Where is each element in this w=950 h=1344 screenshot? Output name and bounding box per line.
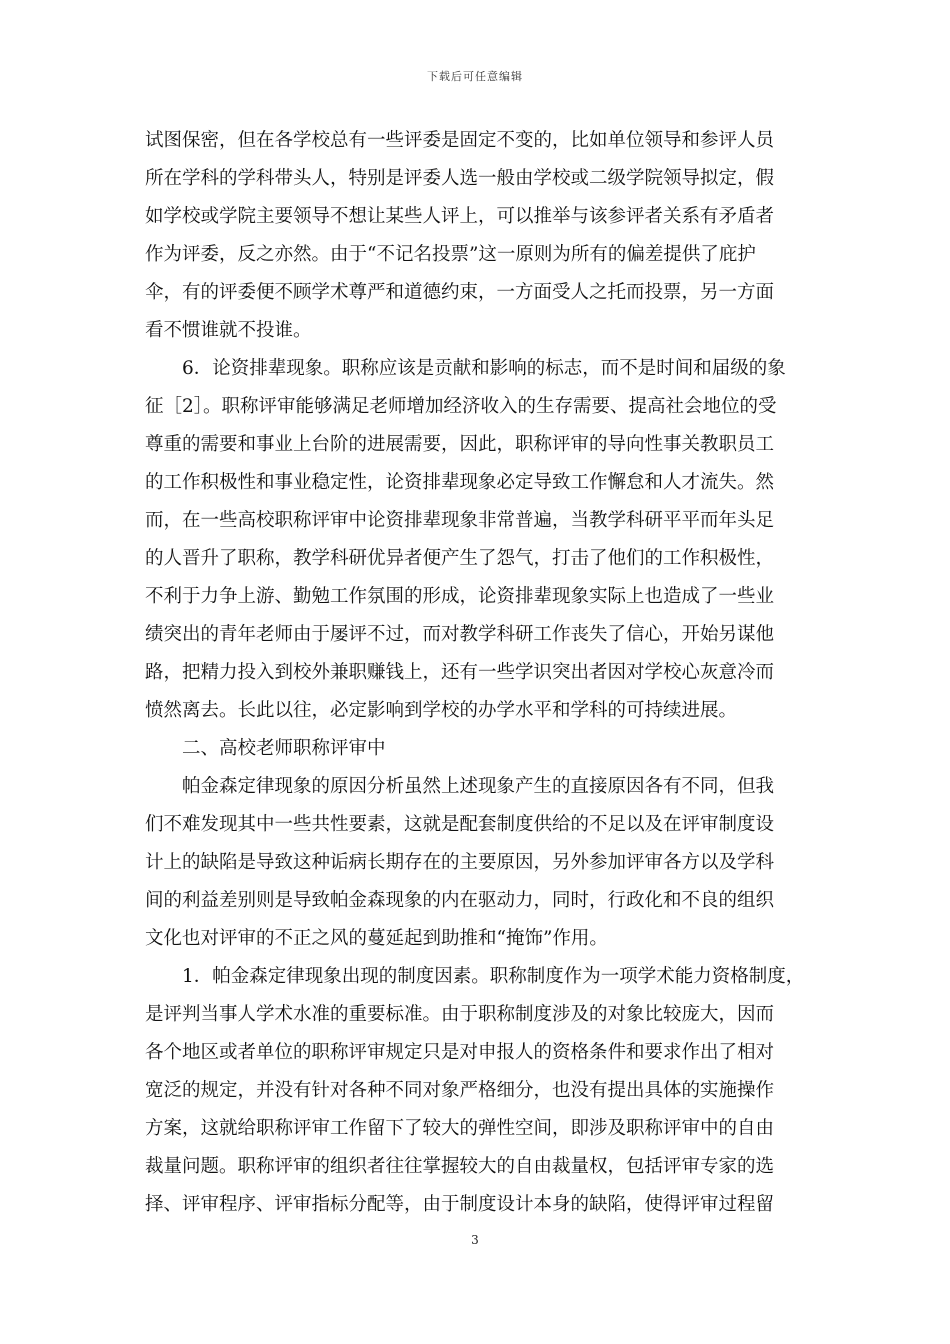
text-line: 愤然离去。长此以往，必定影响到学校的办学水平和学科的可持续进展。 xyxy=(145,700,738,721)
text-line: 而，在一些高校职称评审中论资排辈现象非常普遍，当教学科研平平而年头足 xyxy=(145,510,775,531)
text-line: 不利于力争上游、勤勉工作氛围的形成，论资排辈现象实际上也造成了一些业 xyxy=(145,586,775,607)
text-line: 各个地区或者单位的职称评审规定只是对申报人的资格条件和要求作出了相对 xyxy=(145,1042,775,1063)
text-line: 择、评审程序、评审指标分配等，由于制度设计本身的缺陷，使得评审过程留 xyxy=(145,1194,775,1215)
text-line: 裁量问题。职称评审的组织者往往掌握较大的自由裁量权，包括评审专家的选 xyxy=(145,1156,775,1177)
text-line: 看不惯谁就不投谁。 xyxy=(145,320,312,341)
text-line: 绩突出的青年老师由于屡评不过，而对教学科研工作丧失了信心，开始另谋他 xyxy=(145,624,775,645)
text-line: 们不难发现其中一些共性要素，这就是配套制度供给的不足以及在评审制度设 xyxy=(145,814,775,835)
document-body xyxy=(145,122,810,1224)
text-line: 作为评委，反之亦然。由于“不记名投票”这一原则为所有的偏差提供了庇护 xyxy=(145,244,756,265)
text-line: 计上的缺陷是导致这种诟病长期存在的主要原因，另外参加评审各方以及学科 xyxy=(145,852,775,873)
text-line: 文化也对评审的不正之风的蔓延起到助推和“掩饰”作用。 xyxy=(145,928,608,949)
text-line: 宽泛的规定，并没有针对各种不同对象严格细分，也没有提出具体的实施操作 xyxy=(145,1080,775,1101)
page-number: 3 xyxy=(471,1233,479,1247)
text-line: 二、高校老师职称评审中 xyxy=(182,738,386,759)
text-line: 尊重的需要和事业上台阶的进展需要，因此，职称评审的导向性事关教职员工 xyxy=(145,434,775,455)
text-line: 如学校或学院主要领导不想让某些人评上，可以推举与该参评者关系有矛盾者 xyxy=(145,206,775,227)
text-line: 1．帕金森定律现象出现的制度因素。职称制度作为一项学术能力资格制度， xyxy=(182,966,805,987)
text-line: 所在学科的学科带头人，特别是评委人选一般由学校或二级学院领导拟定，假 xyxy=(145,168,775,189)
text-line: 试图保密，但在各学校总有一些评委是固定不变的，比如单位领导和参评人员 xyxy=(145,130,775,151)
text-line: 帕金森定律现象的原因分析虽然上述现象产生的直接原因各有不同，但我 xyxy=(182,776,775,797)
text-line: 征［2］。职称评审能够满足老师增加经济收入的生存需要、提高社会地位的受 xyxy=(145,396,777,417)
text-line: 间的利益差别则是导致帕金森现象的内在驱动力，同时，行政化和不良的组织 xyxy=(145,890,775,911)
text-line: 方案，这就给职称评审工作留下了较大的弹性空间，即涉及职称评审中的自由 xyxy=(145,1118,775,1139)
text-line: 路，把精力投入到校外兼职赚钱上，还有一些学识突出者因对学校心灰意冷而 xyxy=(145,662,775,683)
text-line: 伞，有的评委便不顾学术尊严和道德约束，一方面受人之托而投票，另一方面 xyxy=(145,282,775,303)
page-header: 下载后可任意编辑 xyxy=(427,70,523,83)
text-line: 是评判当事人学术水准的重要标准。由于职称制度涉及的对象比较庞大，因而 xyxy=(145,1004,775,1025)
text-line: 的人晋升了职称，教学科研优异者便产生了怨气，打击了他们的工作积极性， xyxy=(145,548,775,569)
text-line: 的工作积极性和事业稳定性，论资排辈现象必定导致工作懈怠和人才流失。然 xyxy=(145,472,775,493)
text-line: 6．论资排辈现象。职称应该是贡献和影响的标志，而不是时间和届级的象 xyxy=(182,358,786,379)
